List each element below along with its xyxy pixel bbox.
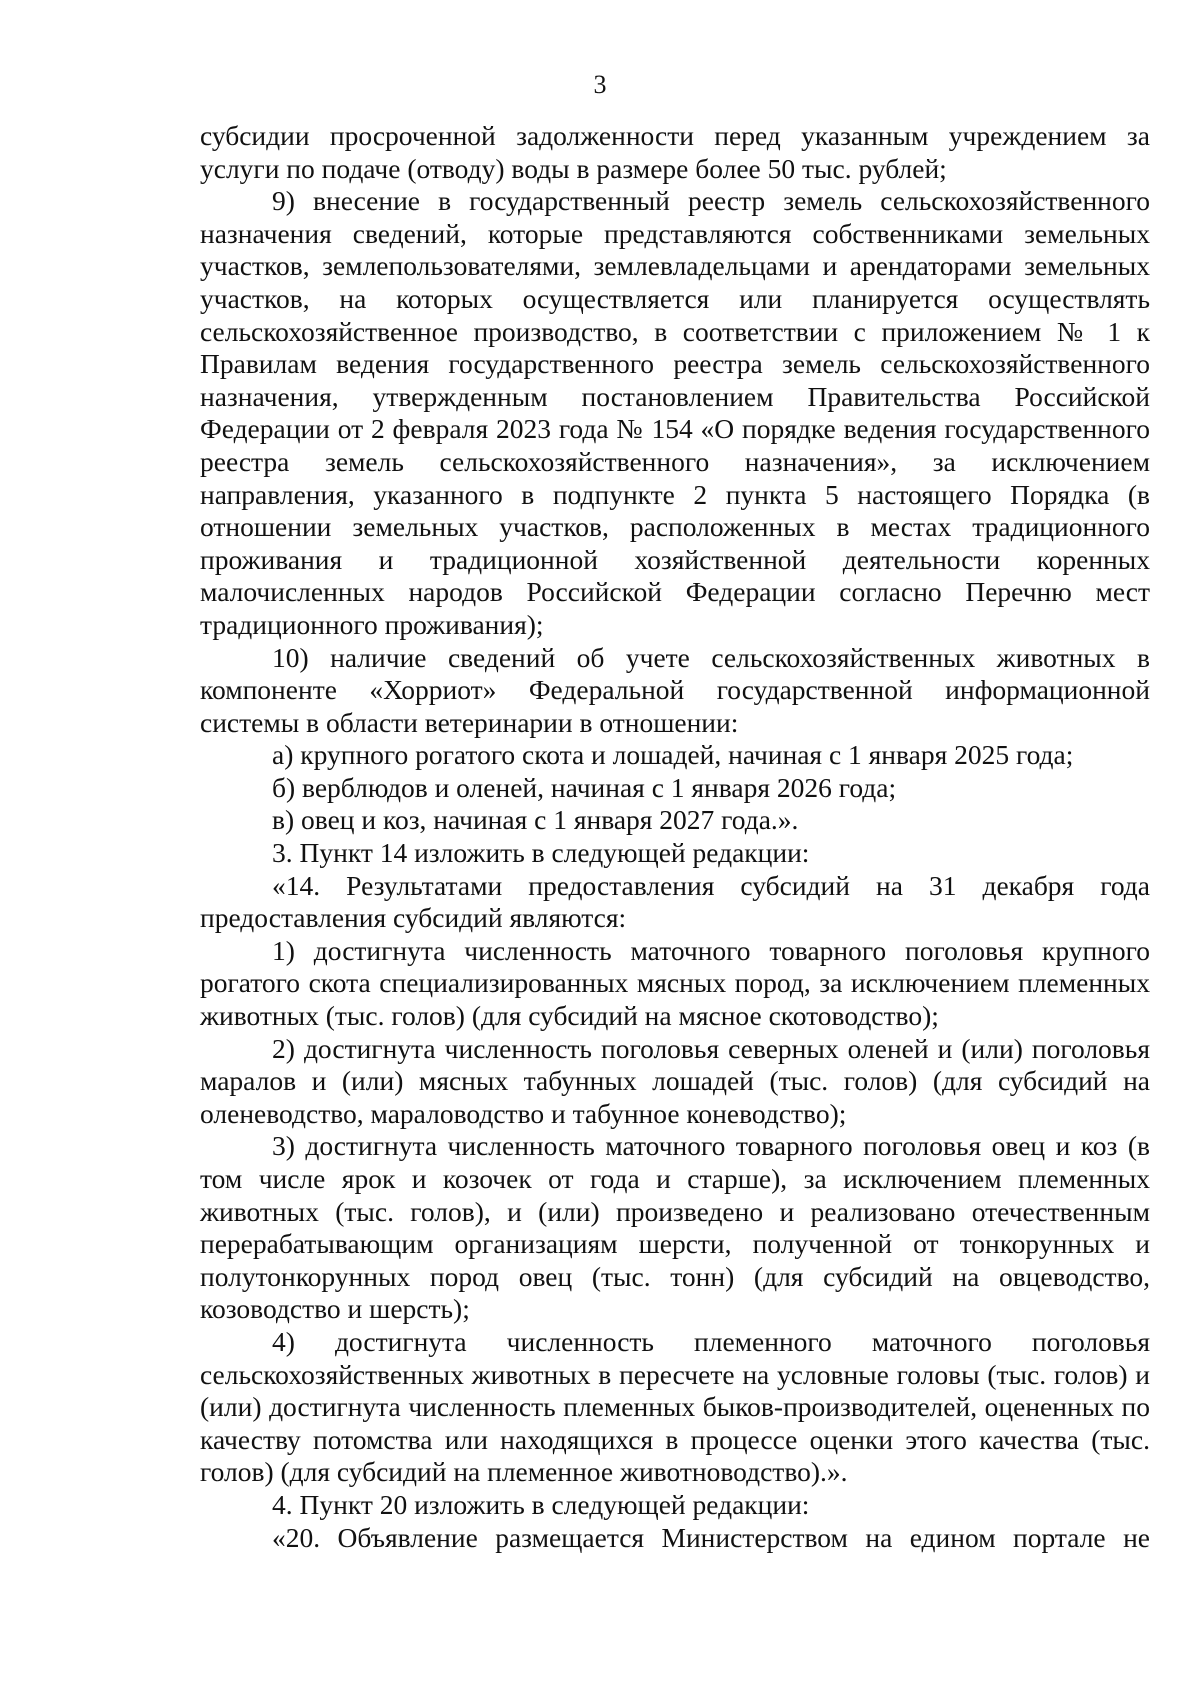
paragraph-item-10: 10) наличие сведений об учете сельскохозяйственных животных в компоненте «Хорриот» Федеральной государственной информационной системы в области ветеринарии в отношении:	[200, 641, 1150, 738]
paragraph-result-3: 3) достигнута численность маточного товарного поголовья овец и коз (в том числе ярок и козочек от года и старше), за исключением племенных животных (тыс. голов), и (или) произведено и реализовано отечественным перерабатывающим организациям шерсти, полученной от тонкорунных и полутонкорунных пород овец (тыс. тонн) (для субсидий на овцеводство, козоводство и шерсть);	[200, 1130, 1150, 1325]
paragraph-subitem-a: а) крупного рогатого скота и лошадей, начиная с 1 января 2025 года;	[272, 739, 1074, 771]
paragraph-point-4: 4. Пункт 20 изложить в следующей редакции:	[272, 1488, 810, 1520]
paragraph-result-1: 1) достигнута численность маточного товарного поголовья крупного рогатого скота специализированных мясных пород, за исключением племенных животных (тыс. голов) (для субсидий на мясное скотоводство);	[200, 934, 1150, 1032]
paragraph-point-3: 3. Пункт 14 изложить в следующей редакции:	[272, 837, 810, 869]
paragraph-subitem-v: в) овец и коз, начиная с 1 января 2027 года.».	[272, 804, 799, 836]
paragraph-clause-20: «20. Объявление размещается Министерством на едином портале не	[272, 1521, 1150, 1553]
document-body	[200, 120, 1150, 1554]
page-number: 3	[593, 70, 607, 99]
paragraph-result-2: 2) достигнута численность поголовья северных оленей и (или) поголовья маралов и (или) мясных табунных лошадей (тыс. голов) (для субсидий на оленеводство, мараловодство и табунное коневодство);	[200, 1032, 1150, 1129]
paragraph-subsidy-debt: субсидии просроченной задолженности перед указанным учреждением за услуги по подаче (отводу) воды в размере более 50 тыс. рублей;	[200, 120, 1150, 184]
paragraph-clause-14: «14. Результатами предоставления субсидий на 31 декабря года предоставления субсидий являются:	[200, 869, 1150, 934]
paragraph-item-9: 9) внесение в государственный реестр земель сельскохозяйственного назначения сведений, которые представляются собственниками земельных участков, землепользователями, землевладельцами и арендаторами земельных участков, на которых осуществляется или планируется осуществлять сельскохозяйственное производство, в соответствии с приложением № 1 к Правилам ведения государственного реестра земель сельскохозяйственного назначения, утвержденным постановлением Правительства Российской Федерации от 2 февраля 2023 года № 154 «О порядке ведения государственного реестра земель сельскохозяйственного назначения», за исключением направления, указанного в подпункте 2 пункта 5 настоящего Порядка (в отношении земельных участков, расположенных в местах традиционного проживания и традиционной хозяйственной деятельности коренных малочисленных народов Российской Федерации согласно Перечню мест традиционного проживания);	[200, 185, 1150, 640]
paragraph-subitem-b: б) верблюдов и оленей, начиная с 1 января 2026 года;	[272, 771, 897, 803]
paragraph-result-4: 4) достигнута численность племенного маточного поголовья сельскохозяйственных животных в пересчете на условные головы (тыс. голов) и (или) достигнута численность племенных быков-производителей, оцененных по качеству потомства или находящихся в процессе оценки этого качества (тыс. голов) (для субсидий на племенное животноводство).».	[200, 1325, 1150, 1488]
